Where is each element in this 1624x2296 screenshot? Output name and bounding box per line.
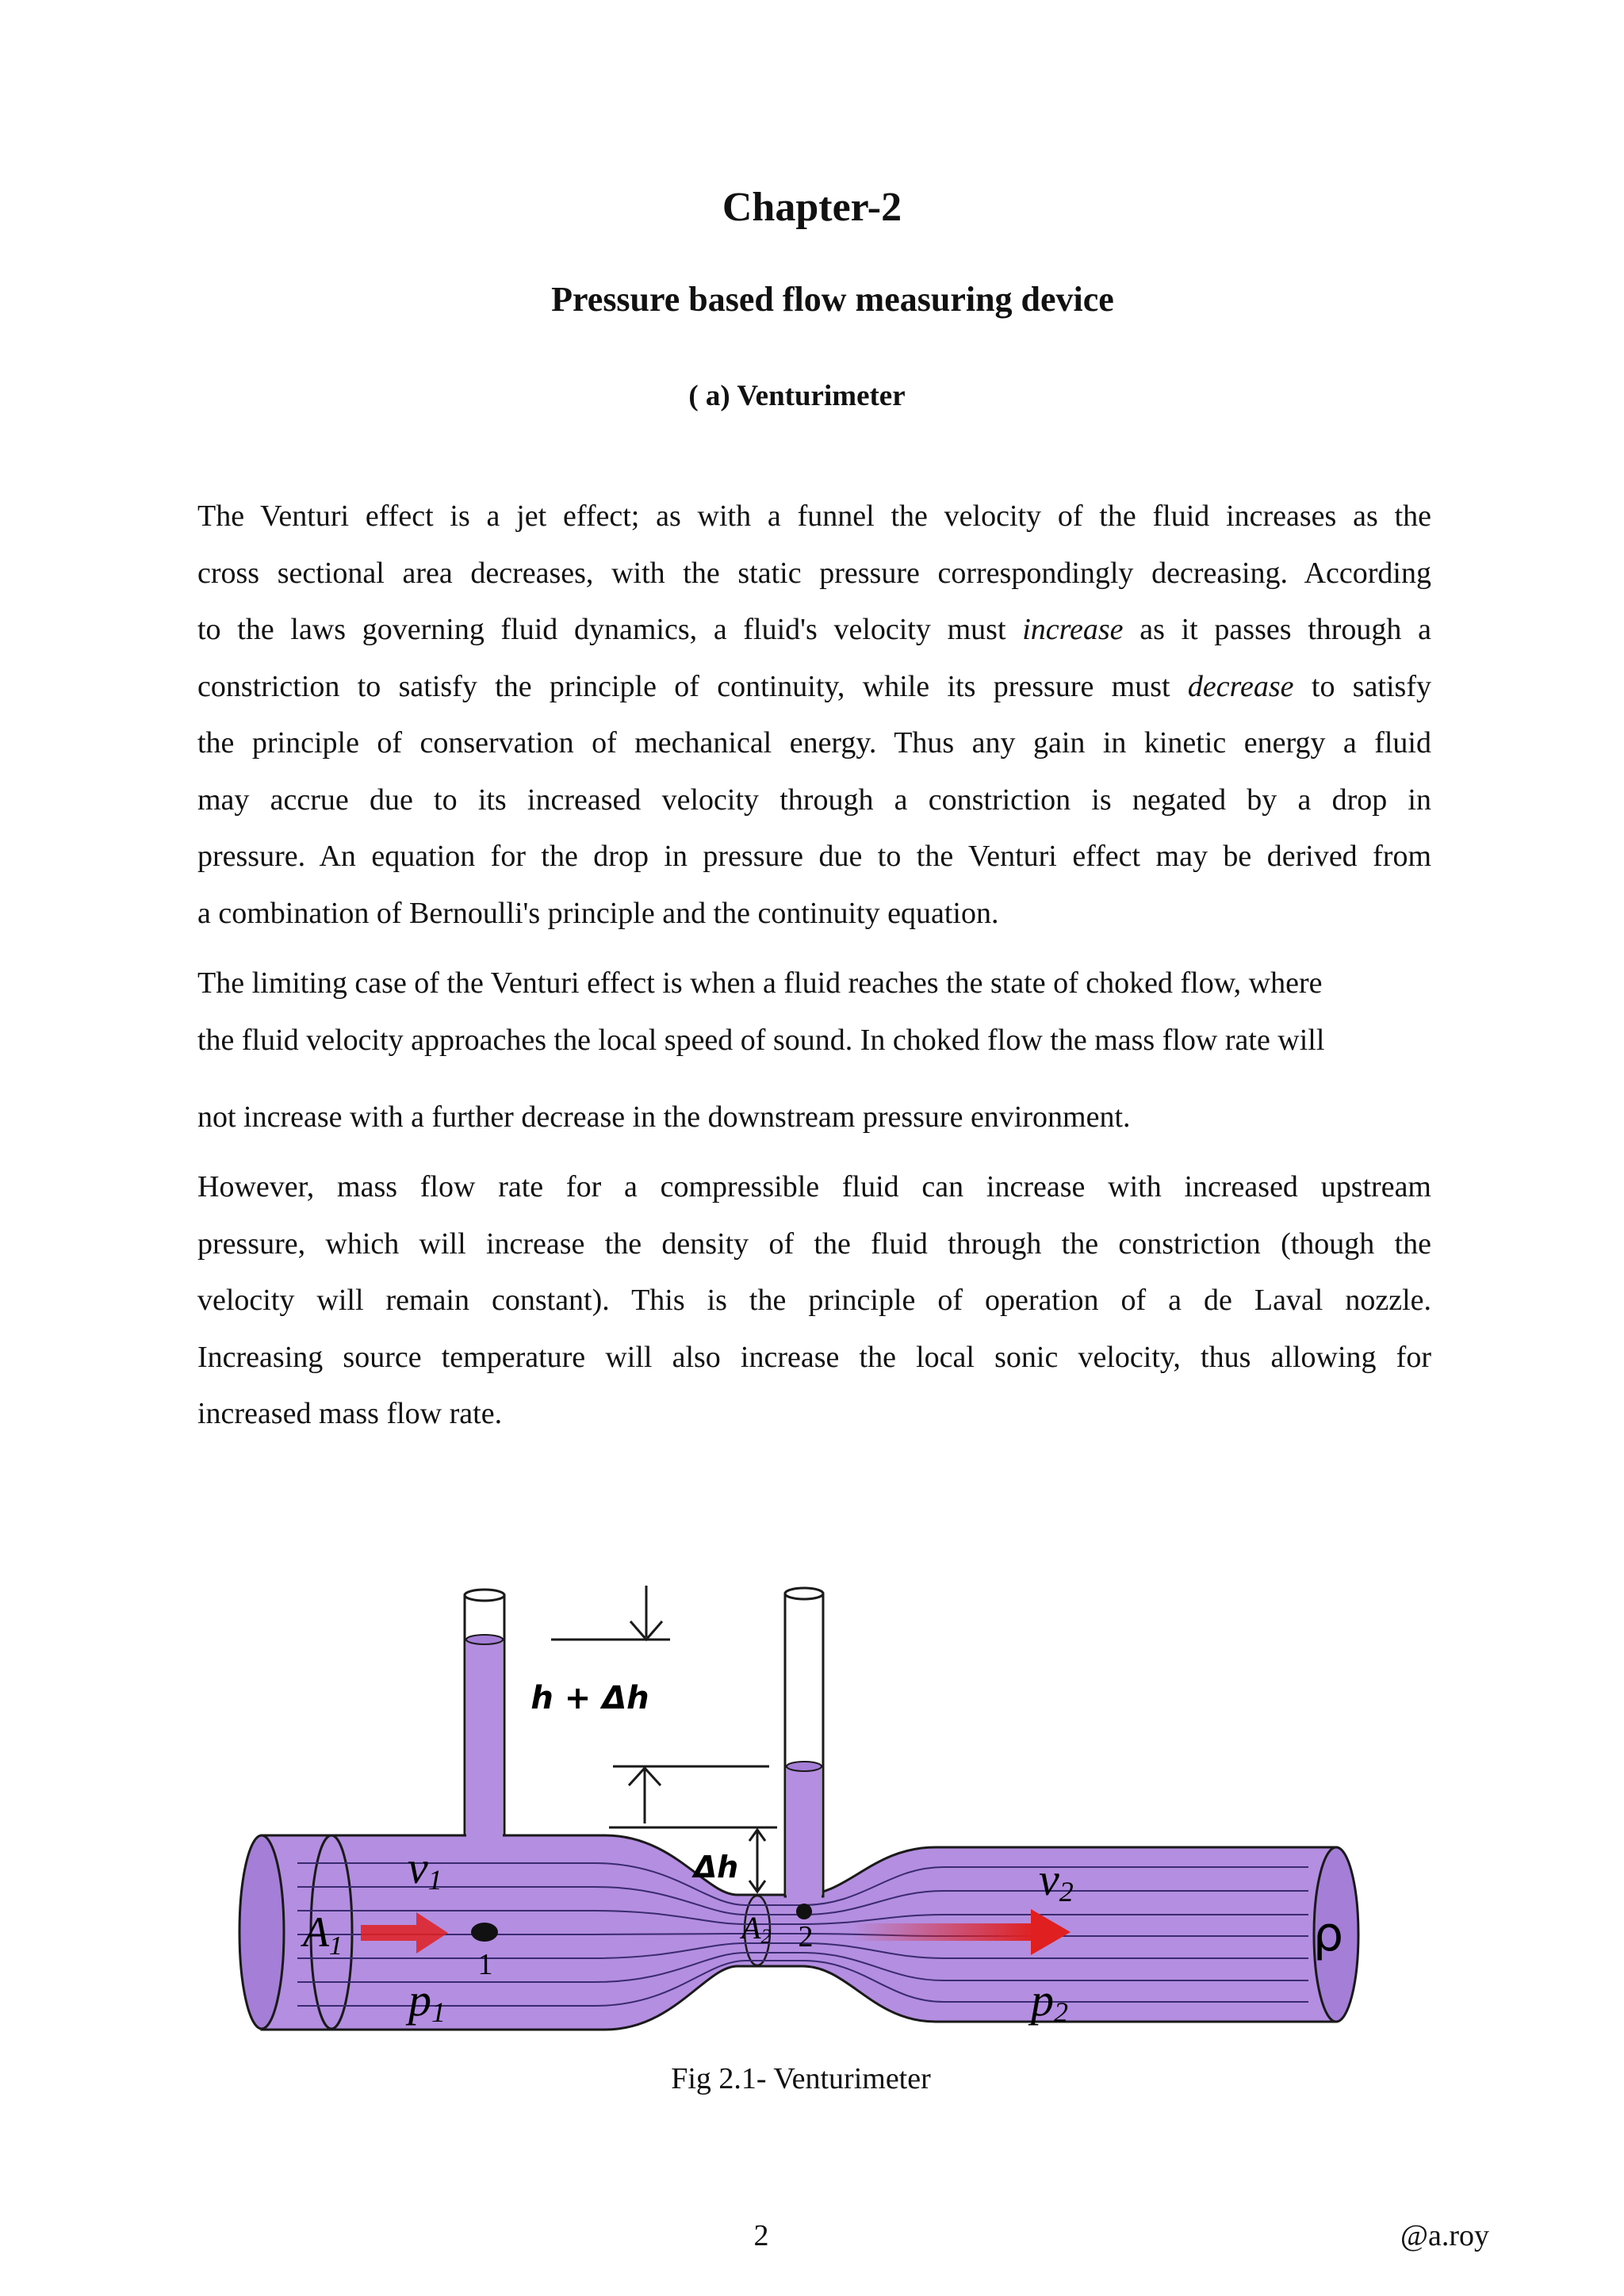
label-delta-h: Δh	[693, 1850, 739, 1885]
label-area-1: A1	[303, 1908, 343, 1961]
tube-top-right	[785, 1588, 823, 1599]
inlet-end	[239, 1835, 284, 2029]
label-pressure-2: p2	[1031, 1974, 1068, 2028]
venturimeter-diagram	[230, 1554, 1396, 2045]
paragraph-choked-flow	[197, 955, 1431, 1069]
paragraph-venturi-effect	[197, 488, 1431, 942]
page-number: 2	[753, 2219, 769, 2252]
paragraph-line: The Venturi effect is a jet effect; as with a funnel the velocity of the fluid increases as the	[197, 499, 1431, 533]
label-velocity-2: v2	[1039, 1854, 1074, 1908]
paragraph-line: may accrue due to its increased velocity through a constriction is negated by a drop in	[197, 783, 1431, 817]
fluid-column-left	[466, 1640, 503, 1838]
paragraph-line: pressure, which will increase the density of the fluid through the constriction (though the	[197, 1226, 1431, 1261]
label-pressure-1: p1	[408, 1974, 446, 2028]
paragraph-line: velocity will remain constant). This is the principle of operation of a de Laval nozzle.	[197, 1284, 1431, 1317]
fluid-meniscus-left	[466, 1635, 503, 1644]
flow-arrow-outlet-tail	[852, 1923, 1035, 1941]
paragraph-line: constriction to satisfy the principle of continuity, while its pressure must decrease to satisfy	[197, 669, 1431, 703]
label-h-plus-dh: h + Δh	[530, 1680, 649, 1716]
label-area-2: A2	[741, 1910, 772, 1948]
venturimeter-figure	[230, 1554, 1396, 2045]
label-point-1: 1	[477, 1948, 493, 1981]
fluid-column-right	[787, 1766, 822, 1898]
point-1-marker	[471, 1923, 498, 1942]
paragraph-line: not increase with a further decrease in the downstream pressure environment.	[197, 1100, 1131, 1134]
author-handle: @a.roy	[1400, 2219, 1489, 2252]
paragraph-line: to the laws governing fluid dynamics, a fluid's velocity must increase as it passes through a	[197, 613, 1431, 646]
subsection-title: ( a) Venturimeter	[688, 380, 906, 412]
paragraph-compressible-fluid	[197, 1159, 1431, 1443]
point-2-marker	[796, 1904, 812, 1919]
section-title: Pressure based flow measuring device	[551, 280, 1114, 319]
paragraph-line: the principle of conservation of mechanical energy. Thus any gain in kinetic energy a fluid	[197, 726, 1431, 760]
paragraph-line: pressure. An equation for the drop in pressure due to the Venturi effect may be derived from	[197, 840, 1431, 873]
paragraph-line: increased mass flow rate.	[197, 1397, 503, 1430]
paragraph-line: The limiting case of the Venturi effect is when a fluid reaches the state of choked flow, where	[197, 966, 1323, 1000]
paragraph-line: However, mass flow rate for a compressible fluid can increase with increased upstream	[197, 1170, 1431, 1203]
paragraph-line: cross sectional area decreases, with the static pressure correspondingly decreasing. According	[197, 556, 1431, 590]
chapter-title: Chapter-2	[722, 185, 902, 230]
label-velocity-1: v1	[408, 1842, 442, 1896]
label-point-2: 2	[798, 1920, 814, 1954]
paragraph-choked-flow-end	[197, 1089, 1431, 1146]
label-density: ρ	[1312, 1907, 1344, 1962]
paragraph-line: a combination of Bernoulli's principle and the continuity equation.	[197, 896, 999, 930]
fluid-meniscus-right	[787, 1762, 822, 1771]
figure-caption: Fig 2.1- Venturimeter	[671, 2062, 931, 2095]
emphasis-decrease: decrease	[1187, 669, 1294, 703]
paragraph-line: the fluid velocity approaches the local speed of sound. In choked flow the mass flow rate will	[197, 1023, 1325, 1057]
tube-top-left	[465, 1590, 504, 1601]
paragraph-line: Increasing source temperature will also increase the local sonic velocity, thus allowing for	[197, 1340, 1431, 1374]
emphasis-increase: increase	[1022, 613, 1124, 646]
